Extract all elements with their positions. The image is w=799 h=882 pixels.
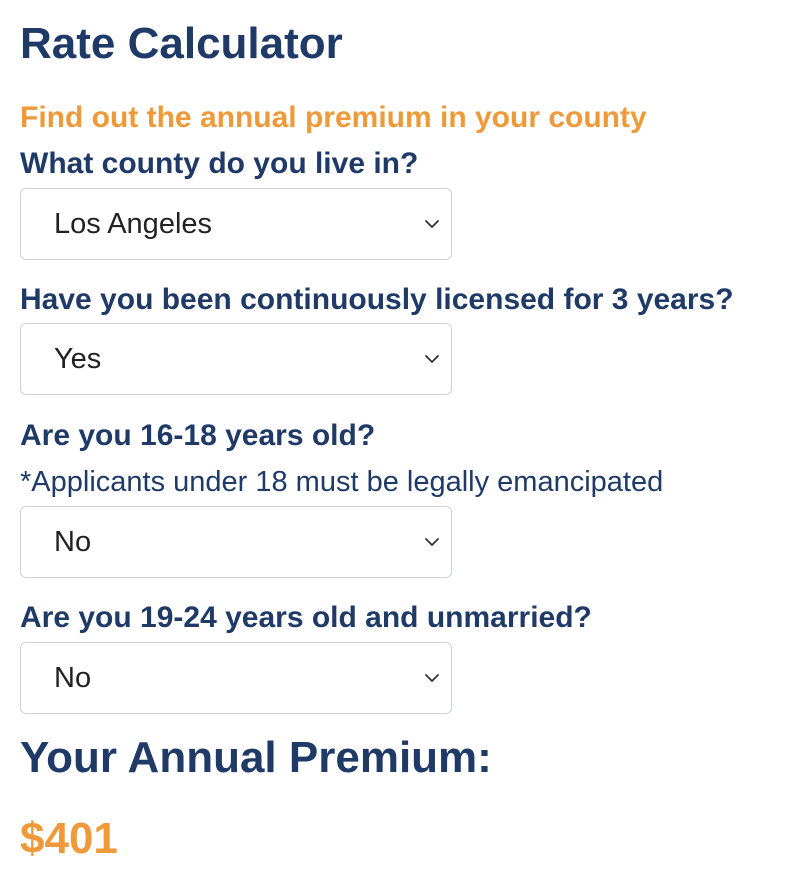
emancipation-note: *Applicants under 18 must be legally emancipated xyxy=(20,466,664,498)
chevron-down-icon xyxy=(423,669,441,687)
licensed-select[interactable] xyxy=(20,323,452,395)
chevron-down-icon xyxy=(423,350,441,368)
page-title: Rate Calculator xyxy=(20,19,343,68)
chevron-down-icon xyxy=(423,533,441,551)
page-subtitle: Find out the annual premium in your county xyxy=(20,101,647,134)
annual-premium-label: Your Annual Premium: xyxy=(20,733,492,782)
licensed-question-label: Have you been continuously licensed for 3 years? xyxy=(20,283,734,316)
age-19-24-select-value: No xyxy=(54,662,92,694)
county-select-value: Los Angeles xyxy=(54,208,213,240)
county-select[interactable] xyxy=(20,188,452,260)
county-question-label: What county do you live in? xyxy=(20,147,419,180)
age-16-18-select[interactable] xyxy=(20,506,452,578)
age-19-24-question-label: Are you 19-24 years old and unmarried? xyxy=(20,601,592,634)
annual-premium-value: $401 xyxy=(20,814,118,863)
age-16-18-select-value: No xyxy=(54,526,92,558)
licensed-select-value: Yes xyxy=(54,343,102,375)
chevron-down-icon xyxy=(423,215,441,233)
age-19-24-select[interactable] xyxy=(20,642,452,714)
age-16-18-question-label: Are you 16-18 years old? xyxy=(20,419,376,452)
